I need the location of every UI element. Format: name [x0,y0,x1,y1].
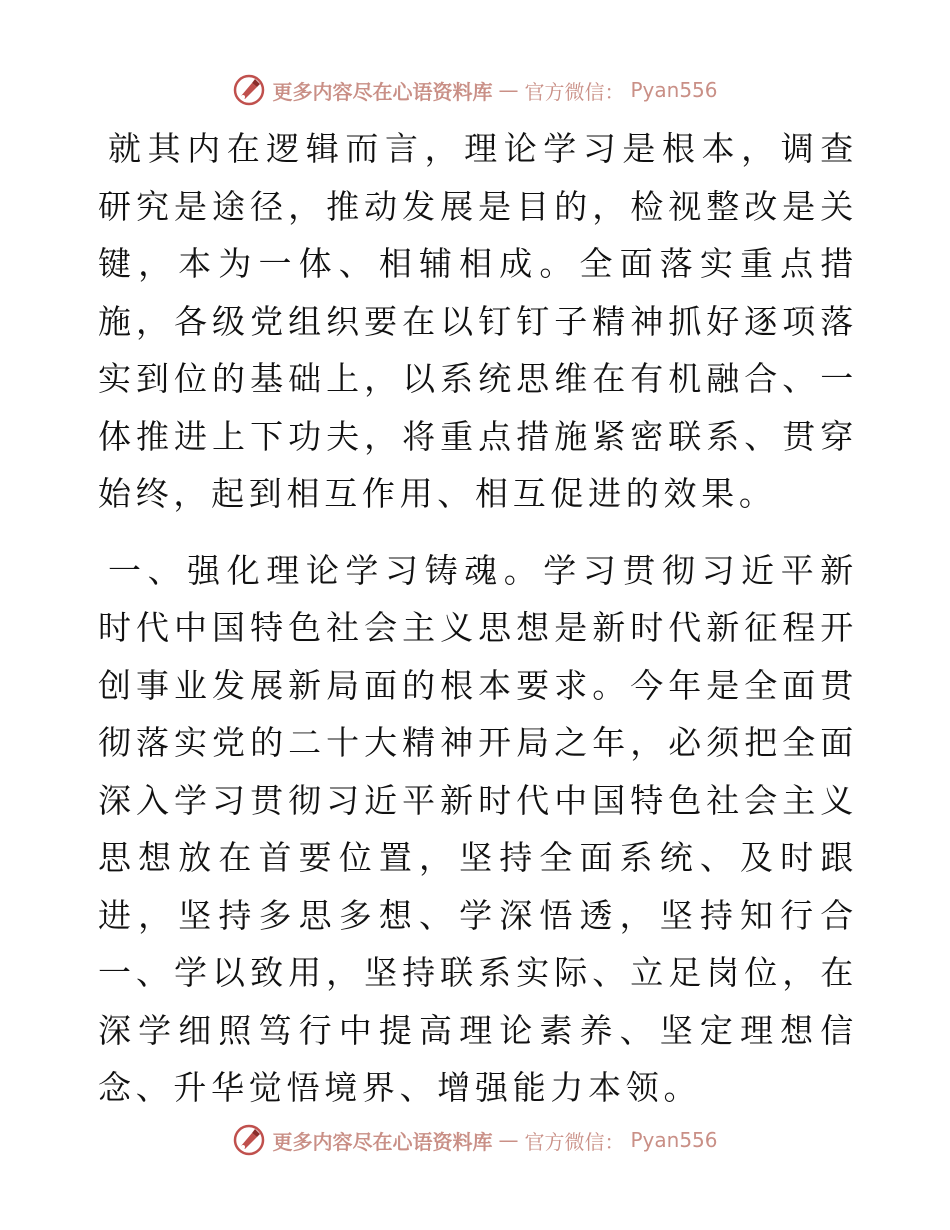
banner-dash: — [498,1128,519,1152]
brand-logo-icon [232,1123,266,1157]
footer-banner [0,1120,950,1160]
banner-wechat-label: 官方微信： [524,1129,625,1154]
paragraph-theory-study: 一、强化理论学习铸魂。学习贯彻习近平新时代中国特色社会主义思想是新时代新征程开创事业发展新局面的根本要求。今年是全面贯彻落实党的二十大精神开局之年，必须把全面深入学习贯彻习近平新时代中国特色社会主义思想放在首要位置，坚持全面系统、及时跟进，坚持多思多想、学深悟透，坚持知行合一、学以致用，坚持联系实际、立足岗位，在深学细照笃行中提高理论素养、坚定理想信念、升华觉悟境界、增强能力本领。 [98,550,858,1107]
paragraph-logic: 就其内在逻辑而言，理论学习是根本，调查研究是途径，推动发展是目的，检视整改是关键，本为一体、相辅相成。全面落实重点措施，各级党组织要在以钉钉子精神抓好逐项落实到位的基础上，以系统思维在有机融合、一体推进上下功夫，将重点措施紧密联系、贯穿始终，起到相互作用、相互促进的效果。 [98,129,858,513]
banner-dash: — [498,78,519,102]
banner-brand-text: 更多内容尽在心语资料库 [272,79,493,104]
banner-wechat-label: 官方微信： [524,79,625,104]
document-body [98,120,858,1117]
brand-logo-icon [232,73,266,107]
banner-wechat-id: Pyan556 [630,78,718,102]
banner-brand-text: 更多内容尽在心语资料库 [272,1129,493,1154]
banner-wechat-id: Pyan556 [630,1128,718,1152]
header-banner [0,70,950,110]
